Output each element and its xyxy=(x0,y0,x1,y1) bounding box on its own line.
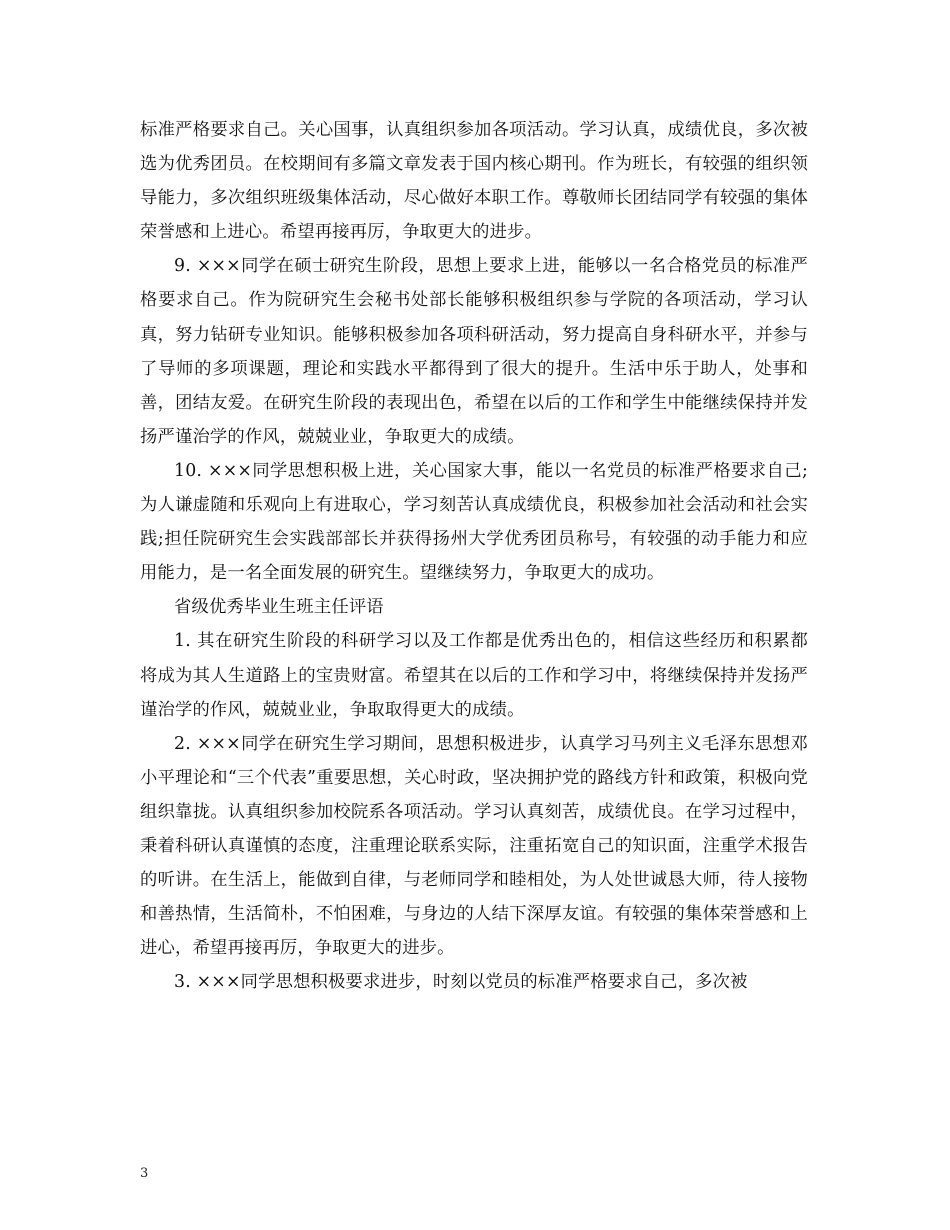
paragraph-continued: 标准严格要求自己。关心国事，认真组织参加各项活动。学习认真，成绩优良，多次被选为优秀团员。在校期间有多篇文章发表于国内核心期刊。作为班长，有较强的组织领导能力，多次组织班级集体活动，尽心做好本职工作。尊敬师长团结同学有较强的集体荣誉感和上进心。希望再接再厉，争取更大的进步。 xyxy=(140,120,808,243)
page-number: 3 xyxy=(140,1166,149,1181)
paragraph-item-9: 9. ×××同学在硕士研究生阶段，思想上要求上进，能够以一名合格党员的标准严格要求自己。作为院研究生会秘书处部长能够积极组织参与学院的各项活动，学习认真，努力钻研专业知识。能够积极参加各项科研活动，努力提高自身科研水平，并参与了导师的多项课题，理论和实践水平都得到了很大的提升。生活中乐于助人，处事和善，团结友爱。在研究生阶段的表现出色，希望在以后的工作和学生中能继续保持并发扬严谨治学的作风，兢兢业业，争取更大的成绩。 xyxy=(140,256,808,447)
paragraph-item-10: 10. ×××同学思想积极上进，关心国家大事，能以一名党员的标准严格要求自己;为人谦虚随和乐观向上有进取心，学习刻苦认真成绩优良，积极参加社会活动和社会实践;担任院研究生会实践部部长并获得扬州大学优秀团员称号，有较强的动手能力和应用能力，是一名全面发展的研究生。望继续努力，争取更大的成功。 xyxy=(140,460,808,584)
paragraph-item-3: 3. ×××同学思想积极要求进步，时刻以党员的标准严格要求自己，多次被 xyxy=(174,972,748,993)
paragraph-item-1: 1. 其在研究生阶段的科研学习以及工作都是优秀出色的，相信这些经历和积累都将成为其人生道路上的宝贵财富。希望其在以后的工作和学习中，将继续保持并发扬严谨治学的作风，兢兢业业，争取取得更大的成绩。 xyxy=(140,631,808,720)
paragraph-item-2: 2. ×××同学在研究生学习期间，思想积极进步，认真学习马列主义毛泽东思想邓小平理论和“三个代表”重要思想，关心时政，坚决拥护党的路线方针和政策，积极向党组织靠拢。认真组织参加校院系各项活动。学习认真刻苦，成绩优良。在学习过程中，秉着科研认真谨慎的态度，注重理论联系实际，注重拓宽自己的知识面，注重学术报告的听讲。在生活上，能做到自律，与老师同学和睦相处，为人处世诚恳大师，待人接物和善热情，生活简朴，不怕困难，与身边的人结下深厚友谊。有较强的集体荣誉感和上进心，希望再接再厉，争取更大的进步。 xyxy=(140,733,808,959)
section-heading: 省级优秀毕业生班主任评语 xyxy=(174,597,384,618)
document-body xyxy=(140,113,808,999)
